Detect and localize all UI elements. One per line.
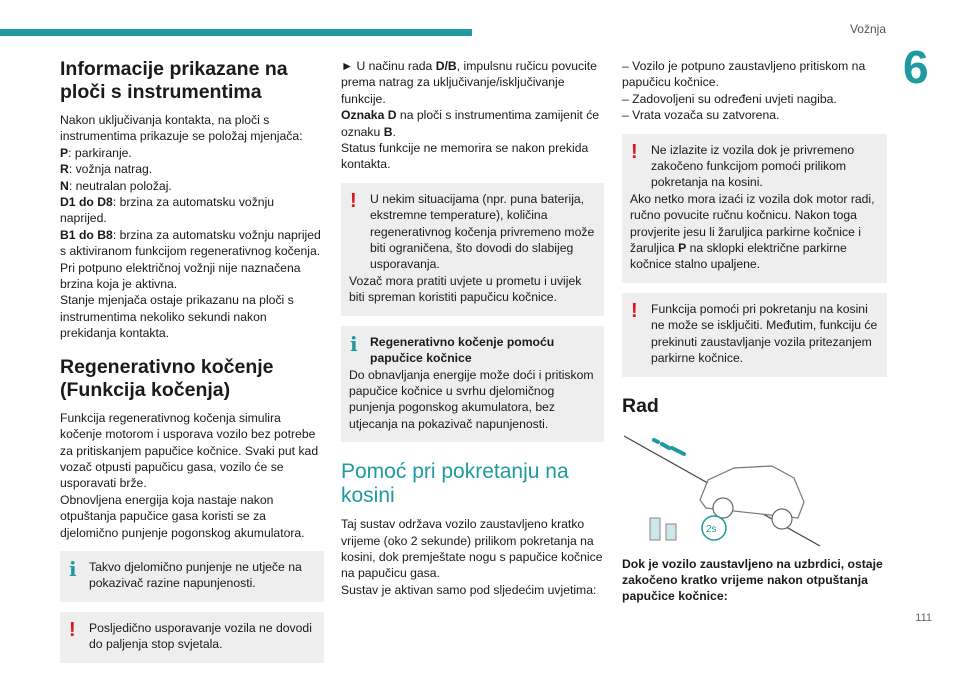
list-item: – Vrata vozača su zatvorena.: [622, 108, 780, 123]
info-text: Do obnavljanja energije može doći i pritiskom papučice kočnice u svrhu djelomičnog punjenja pogonskog akumulatora, bez utjecanja na pokazivač napunjenosti.: [349, 367, 594, 431]
warning-icon: !: [631, 140, 638, 163]
instruction-text: ► U načinu rada D/B, impulsnu ručicu povucite prema natrag za uključivanje/isključivanje funkcije.: [341, 59, 597, 106]
caption: Dok je vozilo zaustavljeno na uzbrdici, ostaje zakočeno kratko vrijeme nakon otpuštanja papučice kočnice:: [622, 556, 883, 604]
gear-item: P: parkiranje.: [60, 145, 132, 160]
body-text: Funkcija regenerativnog kočenja simulira kočenje motorom i usporava vozilo bez potrebe za pritiskanjem papučice kočnice. Svaki put kad vozač otpusti papučicu gasa, vozilo će se usporavati brže.: [60, 410, 319, 491]
section-title: Vožnja: [849, 22, 886, 36]
heading-operation: Rad: [622, 394, 659, 417]
warning-text: U nekim situacijama (npr. puna baterija, ekstremne temperature), količina regenerativnog kočenja privremeno može biti ograničena, što dovodi do slabijeg usporavanja.: [370, 191, 595, 272]
pedal-icon: [650, 518, 660, 540]
pedal-icon: [666, 524, 676, 540]
warning-text: Funkcija pomoći pri pokretanju na kosini ne može se isključiti. Međutim, funkciju će prekinuti zaustavljanje vozila pritezanjem parkirne kočnice.: [651, 301, 878, 366]
motion-arrow-icon: [654, 440, 684, 454]
info-box: [60, 551, 324, 602]
warning-text: Ako netko mora izaći iz vozila dok motor radi, ručno povucite ručnu kočnicu. Nakon toga provjerite jesu li žaruljica parkirne kočnice i žaruljica P na sklopki električne parkirne kočnice stalno upaljene.: [630, 191, 875, 272]
warning-box: [622, 134, 887, 283]
info-icon: i: [69, 556, 77, 581]
list-item: – Zadovoljeni su određeni uvjeti nagiba.: [622, 91, 837, 106]
warning-box: [60, 612, 324, 663]
info-text: Takvo djelomično punjenje ne utječe na pokazivač razine napunjenosti.: [89, 559, 302, 591]
body-text: Pri potpuno električnoj vožnji nije naznačena brzina koja je aktivna.: [60, 260, 301, 292]
body-text: Oznaka D na ploči s instrumentima zamijenit će oznaku B.: [341, 108, 600, 139]
body-text: Sustav je aktivan samo pod sljedećim uvjetima:: [341, 582, 597, 597]
gear-item: B1 do B8: brzina za automatsku vožnju naprijed s aktiviranom funkcijom regenerativnog kočenja.: [60, 227, 321, 259]
heading-dashboard-info: Informacije prikazane na ploči s instrumentima: [60, 58, 288, 103]
warning-icon: !: [69, 618, 76, 641]
rear-wheel-icon: [772, 509, 792, 529]
column-3: [622, 58, 887, 605]
info-box: [341, 326, 604, 442]
gear-item: D1 do D8: brzina za automatsku vožnju naprijed.: [60, 195, 275, 226]
timer-label: 2s: [706, 523, 717, 535]
gear-item: R: vožnja natrag.: [60, 162, 153, 177]
page-number: 111: [915, 612, 932, 624]
list-item: – Vozilo je potpuno zaustavljeno pritiskom na papučicu kočnice.: [622, 59, 866, 90]
warning-icon: !: [350, 189, 357, 212]
header-accent-bar: [0, 29, 472, 36]
front-wheel-icon: [713, 498, 733, 518]
warning-text: Ne izlazite iz vozila dok je privremeno zakočeno funkcijom pomoći prilikom pokretanja na kosini.: [651, 142, 855, 190]
warning-text: Posljedično usporavanje vozila ne dovodi do paljenja stop svjetala.: [89, 620, 312, 652]
intro-text: Nakon uključivanja kontakta, na ploči s instrumentima prikazuje se položaj mjenjača:: [60, 113, 303, 144]
warning-box: [341, 183, 604, 316]
body-text: Obnovljena energija koja nastaje nakon otpuštanja papučice gasa koristi se za djelomično punjenje pogonskog akumulatora.: [60, 492, 305, 540]
chapter-number: 6: [903, 41, 929, 93]
warning-box: [622, 293, 887, 377]
info-icon: i: [350, 331, 358, 356]
column-1: [60, 58, 324, 673]
heading-regenerative-braking: Regenerativno kočenje (Funkcija kočenja): [60, 355, 274, 401]
body-text: Stanje mjenjača ostaje prikazanu na ploči s instrumentima nekoliko sekundi nakon prekidanja kontakta.: [60, 293, 294, 341]
gear-item: N: neutralan položaj.: [60, 178, 172, 193]
hill-start-illustration: [622, 428, 822, 548]
body-text: Taj sustav održava vozilo zaustavljeno kratko vrijeme (oko 2 sekunde) prilikom pokretanja na kosini, dok premještate nogu s papučice kočnice na papučicu gasa.: [341, 517, 603, 581]
heading-hill-start-assist: Pomoć pri pokretanju na kosini: [341, 460, 569, 508]
info-title: Regenerativno kočenje pomoću papučice kočnice: [370, 334, 555, 366]
warning-text: Vozač mora pratiti uvjete u prometu i uvijek biti spreman koristiti papučicu kočnice.: [349, 273, 582, 305]
warning-icon: !: [631, 299, 638, 322]
body-text: Status funkcije ne memorira se nakon prekida kontakta.: [341, 141, 589, 172]
column-2: [341, 58, 604, 598]
